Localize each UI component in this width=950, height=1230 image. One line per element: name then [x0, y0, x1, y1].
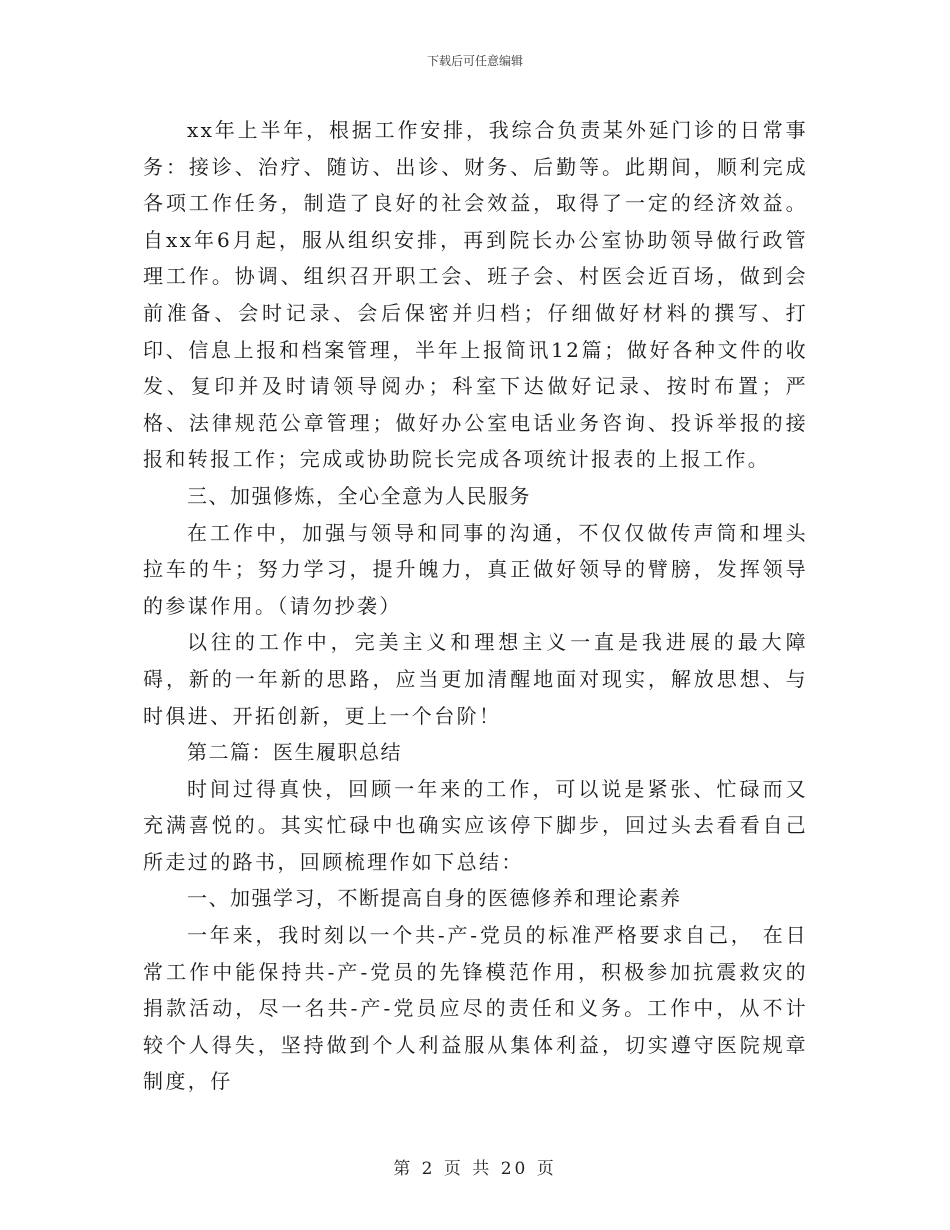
document-body [143, 112, 808, 1100]
section-heading-three: 三、加强修炼，全心全意为人民服务 [187, 483, 531, 508]
page-header-note: 下载后可任意编辑 [426, 54, 523, 68]
paragraph-review-intro: 时间过得真快，回顾一年来的工作，可以说是紧张、忙碌而又充满喜悦的。其实忙碌中也确实应该停下脚步，回过头去看看自己所走过的路书，回顾梳理作如下总结： [143, 776, 808, 874]
paragraph-new-year: 以往的工作中，完美主义和理想主义一直是我进展的最大障碍，新的一年新的思路，应当更加清醒地面对现实，解放思想、与时俱进、开拓创新，更上一个台阶！ [143, 630, 808, 728]
paragraph-communication: 在工作中，加强与领导和同事的沟通，不仅仅做传声筒和埋头拉车的牛；努力学习，提升魄力，真正做好领导的臂膀，发挥领导的参谋作用。（请勿抄袭） [143, 520, 808, 618]
article-title-two: 第二篇：医生履职总结 [187, 740, 402, 765]
paragraph-party-member: 一年来，我时刻以一个共-产-党员的标准严格要求自己， 在日常工作中能保持共-产-党员的先锋模范作用，积极参加抗震救灾的捐款活动，尽一名共-产-党员应尽的责任和义务。工作中，从不计较个人得失，坚持做到个人利益服从集体利益，切实遵守医院规章制度，仔 [143, 923, 808, 1094]
section-heading-one: 一、加强学习，不断提高自身的医德修养和理论素养 [187, 886, 682, 911]
paragraph-outpatient-work: xx年上半年，根据工作安排，我综合负责某外延门诊的日常事务：接诊、治疗、随访、出诊、财务、后勤等。此期间，顺利完成各项工作任务，制造了良好的社会效益，取得了一定的经济效益。自xx年6月起，服从组织安排，再到院长办公室协助领导做行政管理工作。协调、组织召开职工会、班子会、村医会近百场，做到会前准备、会时记录、会后保密并归档；仔细做好材料的撰写、打印、信息上报和档案管理，半年上报简讯12篇；做好各种文件的收发、复印并及时请领导阅办；科室下达做好记录、按时布置；严格、法律规范公章管理；做好办公室电话业务咨询、投诉举报的接报和转报工作；完成或协助院长完成各项统计报表的上报工作。 [143, 118, 808, 472]
page-number: 第 2 页 共 20 页 [393, 1159, 557, 1179]
